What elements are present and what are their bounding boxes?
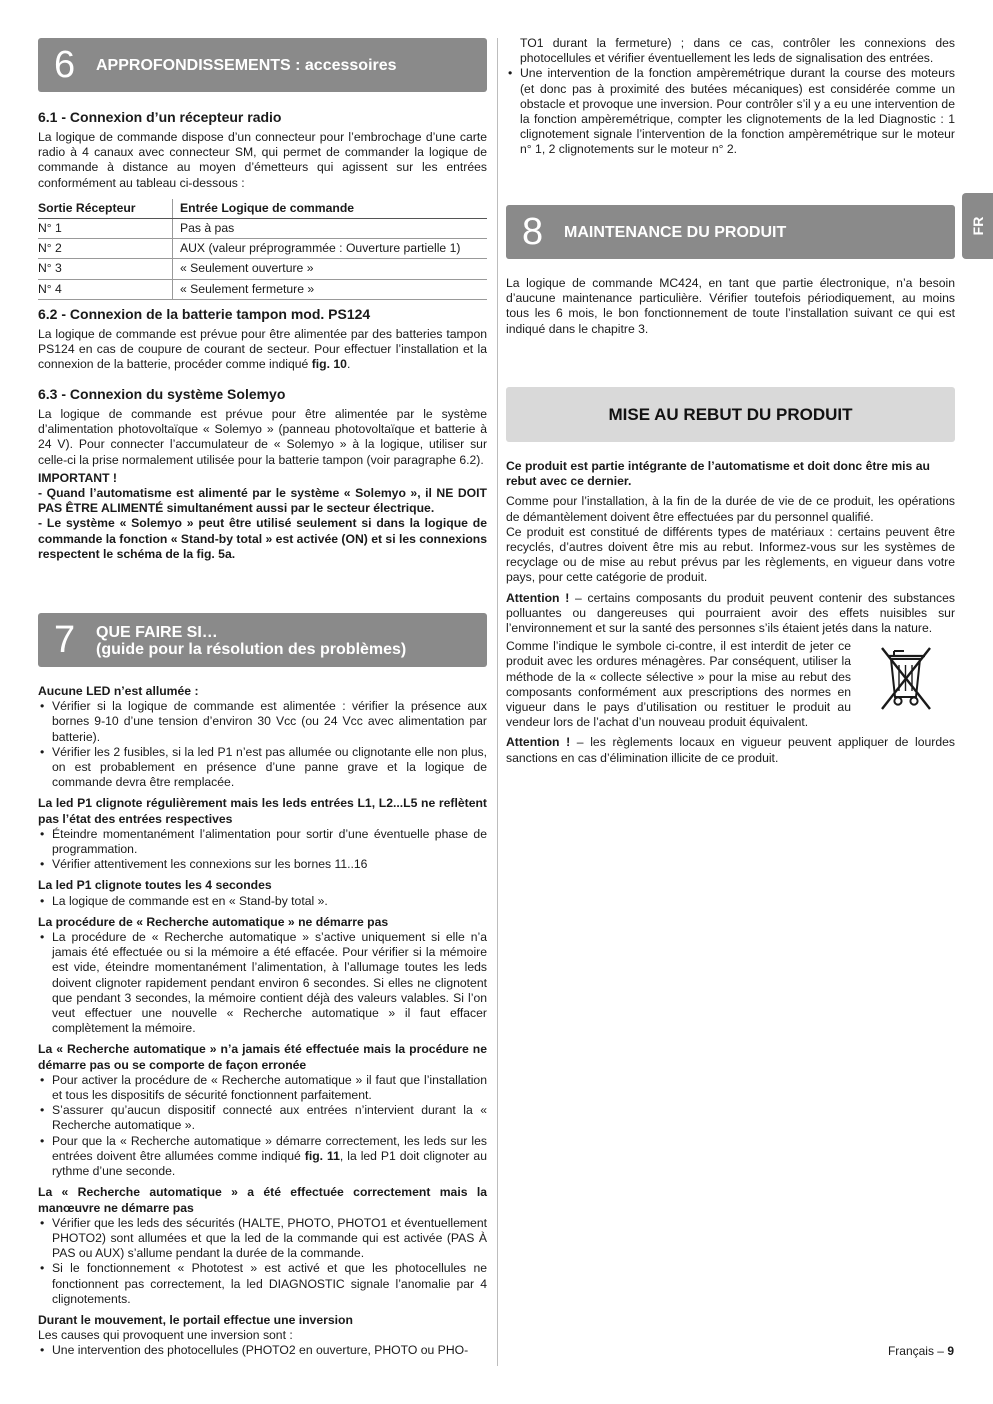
attention-text: – certains composants du produit peuvent contenir des substances polluantes ou dangereuses qui pourraient avoir des effets nuisibles sur l’environnement et sur la santé des personnes s’ils étaient jetés dans la nature.: [506, 590, 955, 636]
table-cell: N° 2: [38, 239, 173, 259]
section-6-3-body: La logique de commande est prévue pour être alimentée par le système d’alimentation photovoltaïque « Solemyo » (panneau photovoltaïque et batterie à 24 V). Pour connecter l’accumulateur de « Solemyo » à la logique, utiliser sur celle-ci la prise normalement utilisée pour la batterie tampon (voir paragraphe 6.2).: [38, 407, 487, 467]
section-6-2-body: [38, 327, 487, 373]
section-6-2-heading: 6.2 - Connexion de la batterie tampon mod. PS124: [38, 306, 371, 322]
problem-solutions: [38, 894, 487, 909]
attention-text: – les règlements locaux en vigueur peuvent appliquer de lourdes sanctions en cas d’élimination illicite de ce produit.: [506, 735, 955, 765]
section-7-title: [96, 624, 406, 658]
problem-solutions: [38, 930, 487, 1036]
table-cell: « Seulement ouverture »: [173, 259, 488, 279]
inversion-causes-continued: [506, 36, 955, 158]
problem-heading: La led P1 clignote régulièrement mais les leds entrées L1, L2...L5 ne reflètent pas l’état des entrées respectives: [38, 796, 487, 826]
figure-reference: fig. 10: [311, 357, 347, 372]
list-item: • Pour activer la procédure de « Recherche automatique » il faut que l’installation et tous les dispositifs de sécurité fonctionnent parfaitement.: [38, 1073, 487, 1103]
maintenance-text: La logique de commande MC424, en tant que partie électronique, n’a besoin d’aucune maintenance particulière. Vérifier toutefois périodiquement, au moins tous les 6 mois, le bon fonctionnement de toute l’installation suivant ce qui est indiqué dans le chapitre 3.: [506, 276, 955, 336]
problem-heading: La « Recherche automatique » n’a jamais été effectuée mais la procédure ne démarre pas ou se comporte de façon erronée: [38, 1042, 487, 1072]
problem-solutions: [38, 1216, 487, 1307]
problem-heading: La led P1 clignote toutes les 4 secondes: [38, 878, 272, 893]
problem-solutions: [38, 827, 487, 873]
problem-solutions: [38, 1073, 487, 1179]
problem-solutions: [506, 66, 955, 157]
figure-reference: fig. 11: [304, 1148, 340, 1163]
section-8-title: MAINTENANCE DU PRODUIT: [564, 224, 787, 241]
language-tab: [962, 193, 993, 259]
section-6-3: [38, 386, 487, 562]
list-item: [38, 1134, 487, 1180]
section-8-banner: [506, 205, 955, 259]
table-cell: AUX (valeur préprogrammée : Ouverture partielle 1): [173, 239, 488, 259]
language-tab-label: FR: [969, 216, 986, 236]
problem-intro: Les causes qui provoquent une inversion sont :: [38, 1328, 293, 1343]
problem-heading: La « Recherche automatique » a été effectuée correctement mais la manœuvre ne démarre pas: [38, 1185, 487, 1215]
disposal-section: [506, 459, 955, 766]
list-item: • Si le fonctionnement « Phototest » est activé et que les photocellules ne fonctionnent pas correctement, la led DIAGNOSTIC signale l’anomalie par 4 clignotements.: [38, 1261, 487, 1307]
problem-heading: Aucune LED n’est allumée :: [38, 684, 199, 698]
list-item: • S’assurer qu’aucun dispositif connecté aux entrées n’intervient durant la « Recherche automatique ».: [38, 1103, 487, 1133]
list-item: • La procédure de « Recherche automatique » s’active uniquement si elle n’a jamais été effectuée ou si la mémoire a été effacée. Pour vérifier si la mémoire est vide, éteindre momentanément l’alimentation, à l’allumage toutes les leds doivent clignoter rapidement pendant environ 6 secondes. Si elles ne clignotent que pendant 3 secondes, la mémoire contient déjà des valeurs valables. Si l’on veut effectuer une nouvelle « Recherche automatique » il faut effacer complètement la mémoire.: [38, 930, 487, 1036]
table-row: [38, 219, 487, 239]
section-6-1: [38, 109, 487, 300]
list-item: • La logique de commande est en « Stand-by total ».: [38, 894, 487, 909]
table-cell: N° 1: [38, 219, 173, 239]
table-cell: Pas à pas: [173, 219, 488, 239]
section-6-number: 6: [54, 44, 76, 86]
table-row: [38, 259, 487, 279]
table-row: [38, 239, 487, 259]
important-note-2: - Le système « Solemyo » peut être utilisé seulement si dans la logique de commande la fonction « Stand-by total » est activée (ON) et si les connexions respectent le schéma de la fig. 5a.: [38, 516, 488, 561]
list-item: • Une intervention des photocellules (PHOTO2 en ouverture, PHOTO ou PHO-: [38, 1343, 487, 1358]
list-item-text: , la led P1 doit clignoter au rythme d’une seconde.: [52, 1148, 487, 1179]
disposal-warning: [506, 735, 955, 765]
problem-solutions: [38, 1343, 487, 1358]
problem-heading: La procédure de « Recherche automatique » ne démarre pas: [38, 914, 389, 929]
section-7-title-line2: (guide pour la résolution des problèmes): [96, 641, 407, 658]
footer-language: Français –: [887, 1344, 948, 1358]
page-number: 9: [947, 1344, 954, 1358]
list-item: • Vérifier attentivement les connexions sur les bornes 11..16: [38, 857, 487, 872]
section-7-number: 7: [54, 619, 76, 661]
section-7-banner: [38, 613, 487, 667]
list-item: • Vérifier les 2 fusibles, si la led P1 n’est pas allumée ou clignotante elle non plus, on est probablement en présence d’une panne grave et la logique de commande devra être remplacée.: [38, 745, 487, 791]
receiver-table: [38, 199, 487, 300]
column-divider: [497, 38, 498, 1366]
attention-label: Attention !: [506, 590, 570, 605]
receiver-table-header: [38, 199, 487, 219]
crossed-out-wheelie-bin-icon: [876, 641, 936, 713]
troubleshooting-list: [38, 684, 487, 1359]
section-6-2: [38, 306, 487, 373]
section-6-1-heading: 6.1 - Connexion d’un récepteur radio: [38, 109, 282, 125]
list-item-continued: TO1 durant la fermeture) ; dans ce cas, contrôler les connexions des photocellules et vérifier éventuellement les leds de signalisation des entrées.: [520, 36, 955, 66]
list-item: • Une intervention de la fonction ampèremétrique durant la course des moteurs (et donc pas à proximité des butées mécaniques) est considérée comme un obstacle et provoque une inversion. Pour contrôler s’il y a eu une intervention de la fonction ampèremétrique, compter les clignotements de la led Diagnostic : 1 clignotement signale l’intervention de la fonction ampèremétrique sur le moteur n° 1, 2 clignotements sur le moteur n° 2.: [506, 66, 955, 157]
list-item: • Éteindre momentanément l’alimentation pour sortir d’une éventuelle phase de programmation.: [38, 827, 487, 857]
disposal-symbol-block: [506, 639, 955, 730]
important-note-1: - Quand l’automatisme est alimenté par le système « Solemyo », il NE DOIT PAS ÊTRE ALIMENTÉ simultanément aussi par le secteur électrique.: [38, 486, 487, 516]
section-6-title: APPROFONDISSEMENTS : accessoires: [96, 57, 397, 74]
list-item-text: Pour que la « Recherche automatique » démarre correctement, les leds sur les entrées doivent être allumées comme indiqué: [52, 1133, 487, 1163]
section-8-number: 8: [522, 211, 544, 253]
list-item: • Vérifier si la logique de commande est alimentée : vérifier la présence aux bornes 9-10 d’une tension d’environ 30 Vcc (ou 24 Vcc avec alimentation par batterie).: [38, 699, 487, 745]
disposal-paragraph: Ce produit est constitué de différents types de matériaux : certains peuvent être recyclés, d’autres doivent être mis au rebut. Informez-vous sur les systèmes de recyclage ou de mise au rebut prévus par les règlements, en vigueur dans votre pays, pour cette catégorie de produit.: [506, 524, 955, 585]
attention-label: Attention !: [506, 735, 571, 750]
table-cell: « Seulement fermeture »: [173, 279, 488, 299]
section-7-title-line1: QUE FAIRE SI…: [96, 624, 218, 641]
section-6-banner: [38, 38, 487, 92]
column-header: Entrée Logique de commande: [173, 199, 488, 219]
table-cell: N° 3: [38, 259, 173, 279]
disposal-paragraph: Comme l’indique le symbole ci-contre, il est interdit de jeter ce produit avec les ordures ménagères. Par conséquent, utiliser la méthode de la « collecte sélective » pour la mise au rebut des composants conformément aux prescriptions des normes en vigueur dans le pays d’utilisation ou restituer le produit au vendeur lors de l’achat d’un nouveau produit équivalent.: [506, 639, 851, 730]
table-row: [38, 279, 487, 299]
section-8-body: [506, 276, 955, 337]
disposal-lead: Ce produit est partie intégrante de l’automatisme et doit donc être mis au rebut avec ce dernier.: [506, 459, 930, 489]
list-item: • Vérifier que les leds des sécurités (HALTE, PHOTO, PHOTO1 et éventuellement PHOTO2) sont allumées et que la led de la commande qui est activée (PAS À PAS ou AUX) s’allume pendant la durée de la commande.: [38, 1216, 487, 1262]
disposal-title: MISE AU REBUT DU PRODUIT: [608, 405, 853, 424]
table-cell: N° 4: [38, 279, 173, 299]
disposal-paragraph: Comme pour l’installation, à la fin de la durée de vie de ce produit, les opérations de démantèlement doivent être effectuées par du personnel qualifié.: [506, 494, 955, 524]
section-6-1-body: La logique de commande dispose d’un connecteur pour l’embrochage d’une carte radio à 4 canaux avec connecteur SM, qui permet de commander la logique de commande à distance au moyen d’émetteurs qui agissent sur les entrées conformément au tableau ci-dessous :: [38, 130, 487, 190]
section-6-2-end: .: [346, 357, 351, 372]
column-header: Sortie Récepteur: [38, 199, 173, 219]
page-footer: [888, 1344, 954, 1358]
problem-heading: Durant le mouvement, le portail effectue une inversion: [38, 1312, 353, 1327]
section-6-3-heading: 6.3 - Connexion du système Solemyo: [38, 386, 286, 402]
important-label: IMPORTANT !: [38, 470, 117, 485]
problem-solutions: [38, 699, 487, 790]
disposal-banner: [506, 387, 955, 442]
section-6-2-text: La logique de commande est prévue pour être alimentée par des batteries tampon PS124 en cas de coupure de courant de secteur. Pour effectuer l’installation et la connexion de la batterie, procéder comme indiqué: [38, 327, 487, 372]
disposal-warning: [506, 591, 955, 637]
